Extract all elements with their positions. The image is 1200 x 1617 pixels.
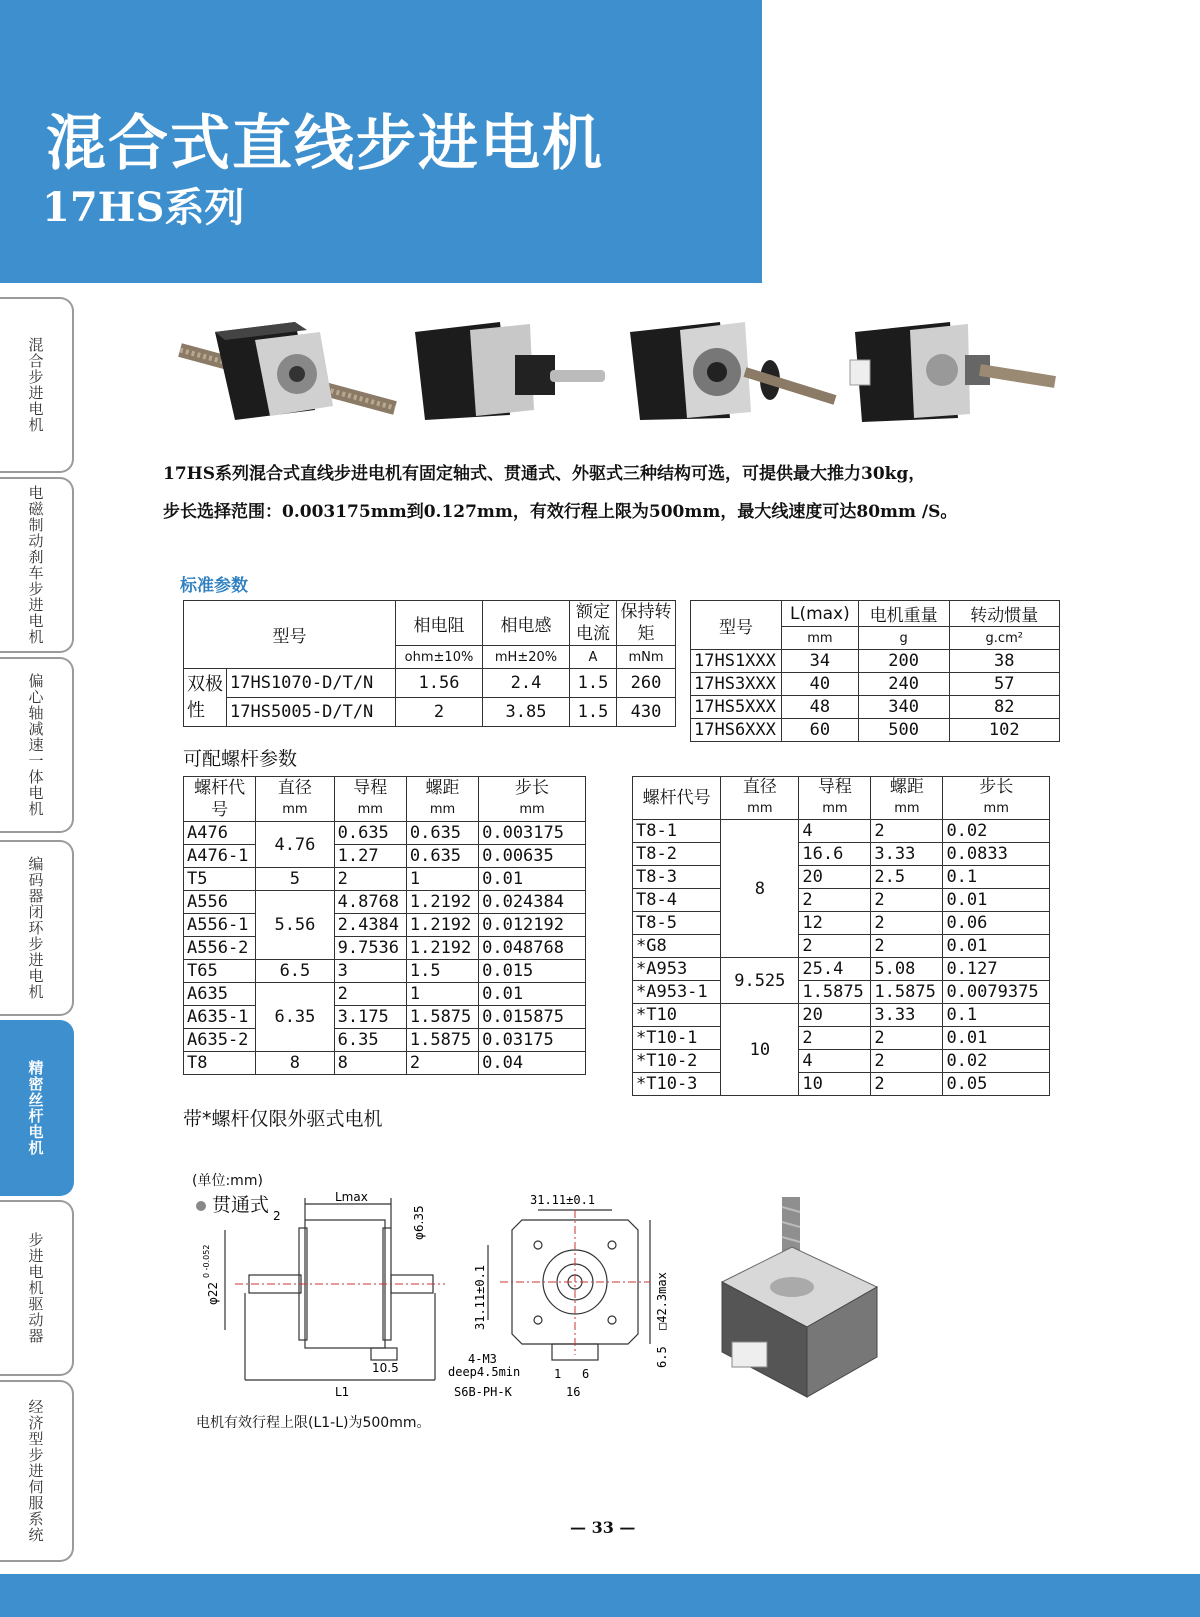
unit-inertia: g.cm² — [949, 627, 1059, 650]
unit-torque: mNm — [617, 646, 676, 669]
table-cell: 3 — [334, 960, 406, 983]
unit-resistance: ohm±10% — [396, 646, 483, 669]
table-cell: T8-1 — [633, 820, 721, 843]
motor-photo-fixed — [175, 310, 405, 440]
table-cell: 2 — [406, 1052, 478, 1075]
header-model: 型号 — [184, 601, 396, 669]
table-cell: A635-2 — [184, 1029, 256, 1052]
table-cell: 2.5 — [871, 866, 943, 889]
table-cell: 5.08 — [871, 958, 943, 981]
table-cell: 20 — [799, 1004, 871, 1027]
side-view-drawing — [195, 1190, 465, 1415]
table-cell: 0.635 — [406, 822, 478, 845]
table-cell: 48 — [781, 696, 858, 719]
header-lead: 导程 mm — [334, 777, 406, 822]
table-cell: 4.8768 — [334, 891, 406, 914]
side-tab-hybrid[interactable]: 混合步进电机 — [0, 297, 74, 473]
table-row — [633, 820, 1050, 843]
table-cell: 10 — [799, 1073, 871, 1096]
screw-note: 带*螺杆仅限外驱式电机 — [183, 1108, 383, 1130]
table-row — [633, 912, 1050, 935]
header-code: 螺杆代号 — [184, 777, 256, 822]
table-cell: 0.06 — [943, 912, 1050, 935]
dim-phi635: φ6.35 — [412, 1205, 426, 1240]
table-cell: 3.33 — [871, 843, 943, 866]
table-row — [633, 958, 1050, 981]
page-number: — 33 — — [570, 1518, 636, 1537]
table-cell: 0.003175 — [479, 822, 586, 845]
table-cell: 6.5 — [256, 960, 334, 983]
dim-connector: S6B-PH-K — [454, 1385, 512, 1399]
unit-current: A — [570, 646, 617, 669]
table-cell: 60 — [781, 719, 858, 742]
table-cell: 0.03175 — [479, 1029, 586, 1052]
header-resistance: 相电阻 — [396, 601, 483, 646]
table-cell: 1.2192 — [406, 891, 478, 914]
side-tab-brake[interactable]: 电磁制动刹车步进电机 — [0, 477, 74, 653]
table-cell: 3.175 — [334, 1006, 406, 1029]
table-cell: 17HS6XXX — [691, 719, 782, 742]
side-tab-precision-screw[interactable]: 精密丝杆电机 — [0, 1020, 74, 1196]
table-cell: 2 — [334, 868, 406, 891]
table-cell: 8 — [334, 1052, 406, 1075]
intro-line-2: 步长选择范围：0.003175mm到0.127mm，有效行程上限为500mm，最大线速度可达80mm /S。 — [163, 502, 958, 522]
table-cell: T8-2 — [633, 843, 721, 866]
header-length: L(max) — [781, 601, 858, 627]
table-cell: 4 — [799, 1050, 871, 1073]
table-cell: 0.015 — [479, 960, 586, 983]
header-step: 步长 mm — [479, 777, 586, 822]
drawing-unit: (单位:mm) — [192, 1173, 263, 1189]
group-bipolar: 双极性 — [184, 669, 227, 727]
table-cell: 2 — [871, 1073, 943, 1096]
table-row — [633, 866, 1050, 889]
table-cell: 1.27 — [334, 845, 406, 868]
header-diameter: 直径 mm — [256, 777, 334, 822]
table-cell: 1.5 — [406, 960, 478, 983]
table-cell: 200 — [858, 650, 949, 673]
table-cell: 2 — [871, 1027, 943, 1050]
table-cell: 0.127 — [943, 958, 1050, 981]
table-row — [184, 983, 586, 1006]
table-cell: 1.5 — [570, 698, 617, 727]
side-tab-encoder[interactable]: 编码器闭环步进电机 — [0, 840, 74, 1016]
header-pitch: 螺距 mm — [406, 777, 478, 822]
table-cell: 20 — [799, 866, 871, 889]
table-cell: 102 — [949, 719, 1059, 742]
table-cell: 260 — [617, 669, 676, 698]
table-cell: 0.01 — [479, 983, 586, 1006]
table-cell: 34 — [781, 650, 858, 673]
table-cell: 430 — [617, 698, 676, 727]
header-pitch: 螺距 mm — [871, 777, 943, 820]
standard-params-table — [183, 600, 676, 727]
table-cell: 0.1 — [943, 1004, 1050, 1027]
table-row — [184, 1052, 586, 1075]
table-cell: 1.2192 — [406, 937, 478, 960]
table-cell: 6.35 — [334, 1029, 406, 1052]
table-cell: 57 — [949, 673, 1059, 696]
table-cell: *A953-1 — [633, 981, 721, 1004]
table-cell: T65 — [184, 960, 256, 983]
table-cell: 2 — [799, 935, 871, 958]
table-cell: 2 — [871, 889, 943, 912]
table-row — [184, 822, 586, 845]
table-cell: T5 — [184, 868, 256, 891]
table-cell: 82 — [949, 696, 1059, 719]
table-row — [184, 891, 586, 914]
header-step: 步长 mm — [943, 777, 1050, 820]
table-cell: 0.01 — [943, 935, 1050, 958]
table-row — [633, 843, 1050, 866]
table-cell: 0.635 — [334, 822, 406, 845]
table-cell: 2 — [799, 889, 871, 912]
table-cell: T8-3 — [633, 866, 721, 889]
dim-1: 1 — [554, 1367, 562, 1381]
table-cell: 2.4384 — [334, 914, 406, 937]
table-cell: 500 — [858, 719, 949, 742]
dim-2: 2 — [273, 1209, 281, 1223]
drawing-type: 贯通式 — [196, 1190, 269, 1217]
table-cell: 0.05 — [943, 1073, 1050, 1096]
dim-16: 16 — [566, 1385, 581, 1399]
table-cell: 17HS5005-D/T/N — [227, 698, 396, 727]
table-cell: 0.1 — [943, 866, 1050, 889]
table-cell: 1.2192 — [406, 914, 478, 937]
header-lead: 导程 mm — [799, 777, 871, 820]
table-cell: 2 — [871, 1050, 943, 1073]
table-cell: 38 — [949, 650, 1059, 673]
table-row — [633, 1073, 1050, 1096]
dim-l1: L1 — [335, 1385, 350, 1399]
table-row — [633, 889, 1050, 912]
header-torque: 保持转矩 — [617, 601, 676, 646]
table-cell: 4.76 — [256, 822, 334, 868]
table-cell: A476 — [184, 822, 256, 845]
dim-31-11-v: 31.11±0.1 — [473, 1264, 487, 1330]
table-cell: 0.01 — [943, 1027, 1050, 1050]
header-weight: 电机重量 — [858, 601, 949, 627]
header-banner — [0, 0, 762, 283]
dim-42-3: □42.3max — [655, 1272, 669, 1330]
table-cell: 2 — [799, 1027, 871, 1050]
side-tab-economy-servo[interactable]: 经济型步进伺服系统 — [0, 1380, 74, 1562]
front-view-drawing — [448, 1190, 690, 1415]
table-cell: 0.012192 — [479, 914, 586, 937]
table-row — [633, 981, 1050, 1004]
table-cell: 3.85 — [483, 698, 570, 727]
drawing-note: 电机有效行程上限(L1-L)为500mm。 — [196, 1415, 431, 1431]
table-cell: 0.015875 — [479, 1006, 586, 1029]
dim-4-m3: 4-M3 — [468, 1352, 497, 1366]
footer-bar — [0, 1574, 1200, 1617]
header-current: 额定电流 — [570, 601, 617, 646]
table-row — [633, 1050, 1050, 1073]
table-cell: 3.33 — [871, 1004, 943, 1027]
table-cell: *G8 — [633, 935, 721, 958]
table-cell: 0.01 — [943, 889, 1050, 912]
table-cell: 1.5 — [570, 669, 617, 698]
unit-weight: g — [858, 627, 949, 650]
table-cell: 1.56 — [396, 669, 483, 698]
table-cell: 6.35 — [256, 983, 334, 1052]
unit-inductance: mH±20% — [483, 646, 570, 669]
table-row — [184, 960, 586, 983]
table-cell: 1.5875 — [406, 1006, 478, 1029]
table-cell: 0.02 — [943, 820, 1050, 843]
table-row — [184, 1029, 586, 1052]
table-cell: *T10 — [633, 1004, 721, 1027]
intro-line-1: 17HS系列混合式直线步进电机有固定轴式、贯通式、外驱式三种结构可选，可提供最大推力30kg， — [163, 464, 926, 484]
header-code: 螺杆代号 — [633, 777, 721, 820]
table-cell: 16.6 — [799, 843, 871, 866]
table-cell: 0.024384 — [479, 891, 586, 914]
table-cell: 2 — [396, 698, 483, 727]
table-cell: 1.5875 — [799, 981, 871, 1004]
motor-photo-external — [625, 310, 835, 440]
dim-phi22: φ22 — [206, 1281, 220, 1305]
table-row — [184, 914, 586, 937]
table-cell: 8 — [721, 820, 799, 958]
table-row — [633, 1027, 1050, 1050]
table-cell: *T10-1 — [633, 1027, 721, 1050]
table-cell: 5.56 — [256, 891, 334, 960]
table-row — [184, 937, 586, 960]
motor-3d-illustration — [712, 1192, 892, 1417]
screw-table-right — [632, 776, 1050, 1096]
table-cell: A635 — [184, 983, 256, 1006]
table-cell: 10 — [721, 1004, 799, 1096]
table-cell: 4 — [799, 820, 871, 843]
motor-photo-through — [410, 310, 610, 440]
table-cell: 2 — [871, 935, 943, 958]
table-cell: 340 — [858, 696, 949, 719]
table-cell: 25.4 — [799, 958, 871, 981]
table-cell: 0.635 — [406, 845, 478, 868]
table-cell: 240 — [858, 673, 949, 696]
table-cell: 0.04 — [479, 1052, 586, 1075]
dim-31-11-h: 31.11±0.1 — [530, 1193, 596, 1207]
table-cell: 1.5875 — [871, 981, 943, 1004]
table-row — [633, 1004, 1050, 1027]
table-cell: A635-1 — [184, 1006, 256, 1029]
table-cell: 2 — [334, 983, 406, 1006]
dim-6: 6 — [582, 1367, 590, 1381]
table-cell: 0.0079375 — [943, 981, 1050, 1004]
table-cell: 9.525 — [721, 958, 799, 1004]
header-inertia: 转动惯量 — [949, 601, 1059, 627]
table-cell: T8 — [184, 1052, 256, 1075]
table-cell: 1 — [406, 983, 478, 1006]
table-row — [184, 1006, 586, 1029]
table-row — [633, 935, 1050, 958]
table-cell: 1 — [406, 868, 478, 891]
table-row — [184, 868, 586, 891]
screw-table-left — [183, 776, 586, 1075]
table-cell: 2.4 — [483, 669, 570, 698]
page-subtitle: 17HS系列 — [42, 184, 245, 231]
table-cell: 5 — [256, 868, 334, 891]
dim-10-5: 10.5 — [372, 1361, 399, 1375]
dim-6-5: 6.5 — [655, 1346, 669, 1368]
table-cell: 17HS5XXX — [691, 696, 782, 719]
table-cell: 17HS1XXX — [691, 650, 782, 673]
table-cell: A556-2 — [184, 937, 256, 960]
table-cell: T8-4 — [633, 889, 721, 912]
table-cell: 8 — [256, 1052, 334, 1075]
table-cell: 2 — [871, 820, 943, 843]
table-cell: 0.0833 — [943, 843, 1050, 866]
table-cell: 1.5875 — [406, 1029, 478, 1052]
dim-phi22-tol: 0 -0.052 — [202, 1244, 211, 1278]
table-cell: A476-1 — [184, 845, 256, 868]
motor-photo-ballscrew — [850, 310, 1060, 440]
table-cell: 17HS1070-D/T/N — [227, 669, 396, 698]
table-cell: *T10-3 — [633, 1073, 721, 1096]
table-cell: 17HS3XXX — [691, 673, 782, 696]
header-diameter: 直径 mm — [721, 777, 799, 820]
table-cell: 2 — [871, 912, 943, 935]
table-cell: A556 — [184, 891, 256, 914]
table-cell: 0.01 — [479, 868, 586, 891]
table-row — [184, 845, 586, 868]
table-cell: T8-5 — [633, 912, 721, 935]
size-table — [690, 600, 1060, 742]
unit-length: mm — [781, 627, 858, 650]
table-cell: 0.048768 — [479, 937, 586, 960]
table-cell: *T10-2 — [633, 1050, 721, 1073]
dim-deep: deep4.5min — [448, 1365, 521, 1379]
page-title: 混合式直线步进电机 — [46, 109, 604, 179]
table-cell: *A953 — [633, 958, 721, 981]
table-cell: 0.02 — [943, 1050, 1050, 1073]
table-cell: 40 — [781, 673, 858, 696]
dim-lmax: Lmax — [335, 1190, 368, 1204]
header-inductance: 相电感 — [483, 601, 570, 646]
table-cell: 12 — [799, 912, 871, 935]
screw-params-label: 可配螺杆参数 — [183, 748, 298, 770]
table-cell: A556-1 — [184, 914, 256, 937]
header-model: 型号 — [691, 601, 782, 650]
standard-params-label: 标准参数 — [180, 576, 248, 596]
side-tab-driver[interactable]: 步进电机驱动器 — [0, 1200, 74, 1376]
table-cell: 9.7536 — [334, 937, 406, 960]
table-cell: 0.00635 — [479, 845, 586, 868]
side-tab-eccentric[interactable]: 偏心轴减速一体电机 — [0, 657, 74, 833]
